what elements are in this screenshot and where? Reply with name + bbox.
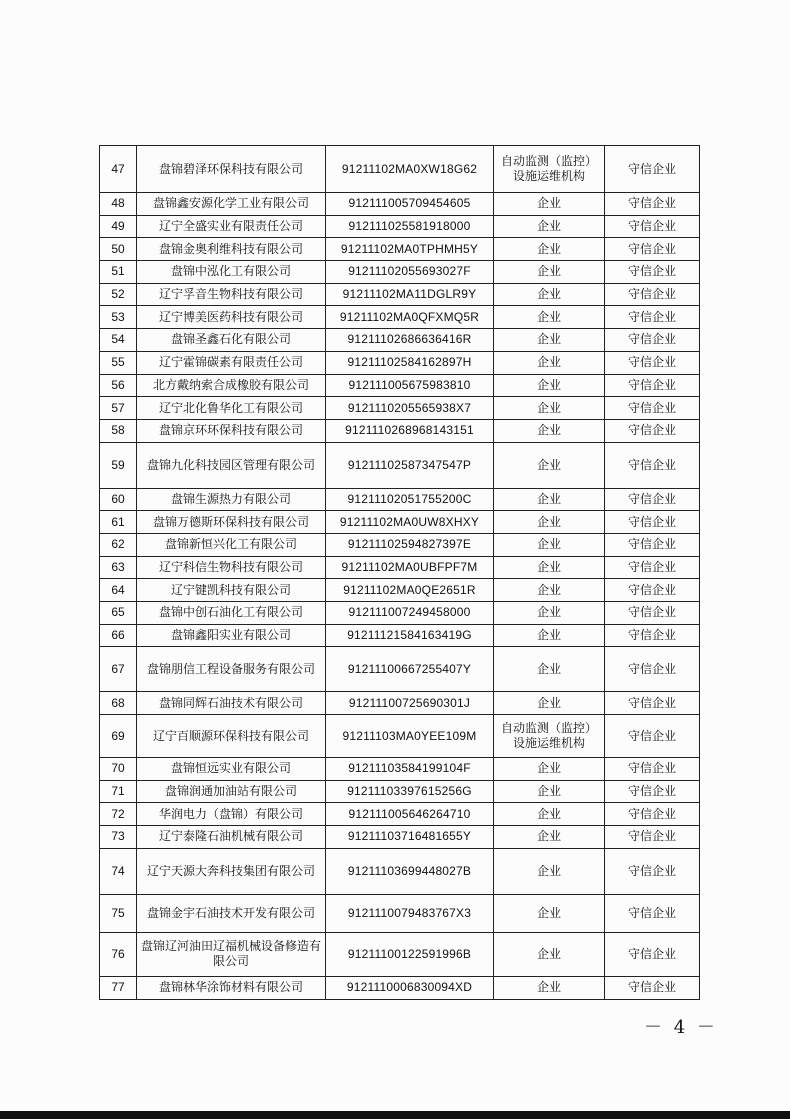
company-name: 盘锦万德斯环保科技有限公司 [137,511,326,534]
table-row [100,283,700,306]
company-name: 辽宁北化鲁华化工有限公司 [137,397,326,420]
entity-type: 企业 [494,329,605,352]
company-name: 辽宁泰隆石油机械有限公司 [137,826,326,849]
table-row [100,758,700,781]
entity-type: 企业 [494,976,605,999]
credit-level: 守信企业 [605,283,700,306]
company-name: 盘锦中泓化工有限公司 [137,261,326,284]
table-row [100,374,700,397]
credit-level: 守信企业 [605,533,700,556]
credit-code: 91211102587347547P [326,442,494,488]
table-row [100,351,700,374]
entity-type: 企业 [494,306,605,329]
credit-level: 守信企业 [605,193,700,216]
credit-code: 91211102584162897H [326,351,494,374]
credit-level: 守信企业 [605,488,700,511]
company-name: 盘锦朋信工程设备服务有限公司 [137,647,326,692]
credit-level: 守信企业 [605,894,700,932]
table-row [100,692,700,715]
company-name: 北方戴纳索合成橡胶有限公司 [137,374,326,397]
credit-level: 守信企业 [605,602,700,625]
entity-type: 企业 [494,374,605,397]
entity-type: 企业 [494,442,605,488]
entity-type: 企业 [494,533,605,556]
row-number: 55 [100,351,137,374]
credit-code: 91211100667255407Y [326,647,494,692]
table-row [100,488,700,511]
credit-code: 9121110079483767X3 [326,894,494,932]
credit-code: 9121110006830094XD [326,976,494,999]
scan-edge-bar [0,1111,790,1119]
row-number: 70 [100,758,137,781]
company-name: 辽宁全盛实业有限责任公司 [137,215,326,238]
table-row [100,556,700,579]
entity-type: 企业 [494,238,605,261]
credit-level: 守信企业 [605,442,700,488]
credit-level: 守信企业 [605,238,700,261]
credit-level: 守信企业 [605,976,700,999]
company-name: 盘锦新恒兴化工有限公司 [137,533,326,556]
credit-code: 91211103716481655Y [326,826,494,849]
credit-level: 守信企业 [605,146,700,193]
credit-code: 912111005646264710 [326,803,494,826]
credit-level: 守信企业 [605,848,700,894]
entity-type: 企业 [494,758,605,781]
credit-code: 912111005675983810 [326,374,494,397]
entity-type: 企业 [494,932,605,976]
entity-type: 自动监测（监控）设施运维机构 [494,146,605,193]
credit-level: 守信企业 [605,306,700,329]
credit-level: 守信企业 [605,715,700,758]
entity-type: 企业 [494,261,605,284]
entity-type: 企业 [494,283,605,306]
company-name: 辽宁键凯科技有限公司 [137,579,326,602]
company-name: 盘锦恒远实业有限公司 [137,758,326,781]
row-number: 56 [100,374,137,397]
entity-type: 企业 [494,803,605,826]
row-number: 52 [100,283,137,306]
row-number: 51 [100,261,137,284]
entity-type: 企业 [494,848,605,894]
credit-code: 91211102MA0QFXMQ5R [326,306,494,329]
credit-level: 守信企业 [605,215,700,238]
company-name: 盘锦鑫阳实业有限公司 [137,624,326,647]
row-number: 77 [100,976,137,999]
row-number: 61 [100,511,137,534]
credit-level: 守信企业 [605,261,700,284]
table-row [100,193,700,216]
credit-code: 91211103699448027B [326,848,494,894]
row-number: 50 [100,238,137,261]
credit-code: 912111007249458000 [326,602,494,625]
row-number: 74 [100,848,137,894]
table-row [100,932,700,976]
company-name: 盘锦京环环保科技有限公司 [137,419,326,442]
entity-type: 企业 [494,624,605,647]
row-number: 66 [100,624,137,647]
company-name: 辽宁百顺源环保科技有限公司 [137,715,326,758]
table-body [100,146,700,1000]
credit-code: 91211102MA0UW8XHXY [326,511,494,534]
entity-type: 企业 [494,193,605,216]
credit-code: 91211102686636416R [326,329,494,352]
table-row [100,803,700,826]
company-name: 盘锦润通加油站有限公司 [137,780,326,803]
credit-level: 守信企业 [605,780,700,803]
credit-code: 91211102594827397E [326,533,494,556]
credit-level: 守信企业 [605,397,700,420]
company-name: 华润电力（盘锦）有限公司 [137,803,326,826]
entity-type: 企业 [494,419,605,442]
row-number: 65 [100,602,137,625]
entity-type: 企业 [494,511,605,534]
row-number: 76 [100,932,137,976]
row-number: 53 [100,306,137,329]
row-number: 48 [100,193,137,216]
entity-type: 企业 [494,692,605,715]
credit-code: 91211103MA0YEE109M [326,715,494,758]
table-row [100,146,700,193]
entity-type: 企业 [494,780,605,803]
table-row [100,715,700,758]
row-number: 69 [100,715,137,758]
company-name: 辽宁天源大奔科技集团有限公司 [137,848,326,894]
credit-level: 守信企业 [605,374,700,397]
credit-code: 91211102MA0QE2651R [326,579,494,602]
company-name: 盘锦鑫安源化学工业有限公司 [137,193,326,216]
row-number: 59 [100,442,137,488]
row-number: 60 [100,488,137,511]
table-row [100,848,700,894]
table-row [100,624,700,647]
row-number: 57 [100,397,137,420]
credit-level: 守信企业 [605,803,700,826]
credit-code: 9121110205565938X7 [326,397,494,420]
credit-level: 守信企业 [605,419,700,442]
credit-code: 91211100122591996B [326,932,494,976]
row-number: 49 [100,215,137,238]
credit-code: 91211102MA0UBFPF7M [326,556,494,579]
credit-level: 守信企业 [605,556,700,579]
table-row [100,442,700,488]
table-row [100,215,700,238]
credit-code: 91211102MA0XW18G62 [326,146,494,193]
entity-type: 企业 [494,488,605,511]
entity-type: 企业 [494,647,605,692]
table-row [100,533,700,556]
table-row [100,329,700,352]
entity-type: 企业 [494,602,605,625]
row-number: 67 [100,647,137,692]
credit-level: 守信企业 [605,624,700,647]
company-name: 辽宁霍锦碳素有限责任公司 [137,351,326,374]
table-row [100,306,700,329]
row-number: 68 [100,692,137,715]
company-name: 盘锦辽河油田辽福机械设备修造有限公司 [137,932,326,976]
credit-level: 守信企业 [605,647,700,692]
company-name: 盘锦金宇石油技术开发有限公司 [137,894,326,932]
company-name: 盘锦中创石油化工有限公司 [137,602,326,625]
entity-type: 企业 [494,215,605,238]
row-number: 71 [100,780,137,803]
company-name: 盘锦金奥利维科技有限公司 [137,238,326,261]
table-row [100,511,700,534]
company-name: 盘锦林华涂饰材料有限公司 [137,976,326,999]
entity-type: 企业 [494,397,605,420]
table-row [100,647,700,692]
row-number: 54 [100,329,137,352]
credit-code: 912111025581918000 [326,215,494,238]
company-name: 盘锦九化科技园区管理有限公司 [137,442,326,488]
row-number: 62 [100,533,137,556]
credit-level: 守信企业 [605,826,700,849]
company-name: 辽宁博美医药科技有限公司 [137,306,326,329]
credit-level: 守信企业 [605,758,700,781]
company-name: 盘锦同辉石油技术有限公司 [137,692,326,715]
table-row [100,419,700,442]
credit-code: 91211100725690301J [326,692,494,715]
credit-code: 91211102MA11DGLR9Y [326,283,494,306]
row-number: 73 [100,826,137,849]
credit-rating-table [99,145,700,1000]
credit-code: 912111005709454605 [326,193,494,216]
credit-code: 91211102MA0TPHMH5Y [326,238,494,261]
credit-level: 守信企业 [605,692,700,715]
row-number: 58 [100,419,137,442]
credit-level: 守信企业 [605,351,700,374]
table-row [100,826,700,849]
row-number: 64 [100,579,137,602]
credit-level: 守信企业 [605,329,700,352]
table-row [100,261,700,284]
entity-type: 企业 [494,579,605,602]
table-row [100,976,700,999]
credit-code: 91211102055693027F [326,261,494,284]
company-name: 辽宁科信生物科技有限公司 [137,556,326,579]
table-row [100,238,700,261]
credit-level: 守信企业 [605,511,700,534]
row-number: 72 [100,803,137,826]
company-name: 盘锦碧泽环保科技有限公司 [137,146,326,193]
credit-level: 守信企业 [605,579,700,602]
table-row [100,602,700,625]
company-name: 辽宁孚音生物科技有限公司 [137,283,326,306]
credit-code: 91211121584163419G [326,624,494,647]
entity-type: 企业 [494,351,605,374]
table-row [100,579,700,602]
entity-type: 企业 [494,826,605,849]
entity-type: 企业 [494,556,605,579]
table-row [100,894,700,932]
credit-code: 91211103584199104F [326,758,494,781]
table-row [100,397,700,420]
row-number: 63 [100,556,137,579]
credit-code: 91211102051755200C [326,488,494,511]
table-row [100,780,700,803]
entity-type: 企业 [494,894,605,932]
company-name: 盘锦生源热力有限公司 [137,488,326,511]
credit-code: 9121110268968143151 [326,419,494,442]
row-number: 75 [100,894,137,932]
company-name: 盘锦圣鑫石化有限公司 [137,329,326,352]
credit-level: 守信企业 [605,932,700,976]
entity-type: 自动监测（监控）设施运维机构 [494,715,605,758]
credit-code: 91211103397615256G [326,780,494,803]
page-number: － 4 － [644,1017,718,1038]
row-number: 47 [100,146,137,193]
